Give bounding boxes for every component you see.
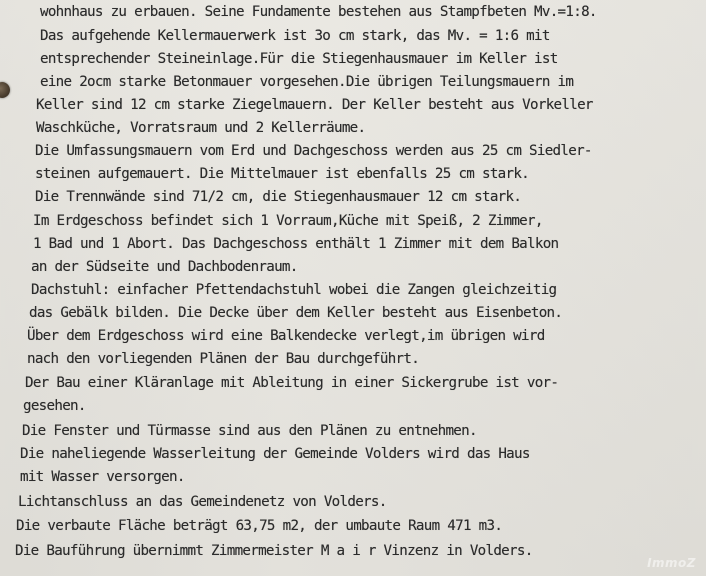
text-line-3: entsprechender Steineinlage.Für die Stiegenhausmauer im Keller ist bbox=[40, 51, 558, 67]
text-line-13: Dachstuhl: einfacher Pfettendachstuhl wobei die Zangen gleichzeitig bbox=[31, 282, 557, 298]
text-line-10: Im Erdgeschoss befindet sich 1 Vorraum,Küche mit Speiß, 2 Zimmer, bbox=[33, 213, 543, 229]
text-line-19: Die Fenster und Türmasse sind aus den Plänen zu entnehmen. bbox=[22, 423, 477, 439]
text-line-16: nach den vorliegenden Plänen der Bau durchgeführt. bbox=[27, 351, 420, 367]
text-line-4: eine 2ocm starke Betonmauer vorgesehen.Die übrigen Teilungsmauern im bbox=[40, 74, 574, 90]
watermark-logo: ImmoZ bbox=[647, 556, 696, 570]
text-line-11: 1 Bad und 1 Abort. Das Dachgeschoss enthält 1 Zimmer mit dem Balkon bbox=[33, 236, 559, 252]
text-line-8: steinen aufgemauert. Die Mittelmauer ist ebenfalls 25 cm stark. bbox=[35, 166, 530, 182]
text-line-15: Über dem Erdgeschoss wird eine Balkendecke verlegt,im übrigen wird bbox=[27, 328, 545, 344]
text-line-9: Die Trennwände sind 71/2 cm, die Stiegenhausmauer 12 cm stark. bbox=[35, 189, 522, 205]
text-line-12: an der Südseite und Dachbodenraum. bbox=[31, 259, 298, 275]
text-line-18: gesehen. bbox=[23, 398, 86, 414]
text-line-22: Lichtanschluss an das Gemeindenetz von Volders. bbox=[18, 494, 387, 510]
punch-hole bbox=[0, 82, 10, 98]
text-line-17: Der Bau einer Kläranlage mit Ableitung in einer Sickergrube ist vor- bbox=[25, 375, 559, 391]
text-line-6: Waschküche, Vorratsraum und 2 Kellerräume. bbox=[36, 120, 366, 136]
text-line-14: das Gebälk bilden. Die Decke über dem Keller besteht aus Eisenbeton. bbox=[29, 305, 563, 321]
text-line-7: Die Umfassungsmauern vom Erd und Dachgeschoss werden aus 25 cm Siedler- bbox=[35, 143, 592, 159]
text-line-20: Die naheliegende Wasserleitung der Gemeinde Volders wird das Haus bbox=[20, 446, 530, 462]
text-line-24: Die Bauführung übernimmt Zimmermeister M a i r Vinzenz in Volders. bbox=[15, 543, 533, 559]
text-line-21: mit Wasser versorgen. bbox=[20, 469, 185, 485]
text-line-23: Die verbaute Fläche beträgt 63,75 m2, der umbaute Raum 471 m3. bbox=[16, 518, 503, 534]
text-line-2: Das aufgehende Kellermauerwerk ist 3o cm stark, das Mv. = 1:6 mit bbox=[40, 28, 550, 44]
text-line-5: Keller sind 12 cm starke Ziegelmauern. Der Keller besteht aus Vorkeller bbox=[36, 97, 593, 113]
text-line-1: wohnhaus zu erbauen. Seine Fundamente bestehen aus Stampfbeten Mv.=1:8. bbox=[40, 4, 597, 20]
